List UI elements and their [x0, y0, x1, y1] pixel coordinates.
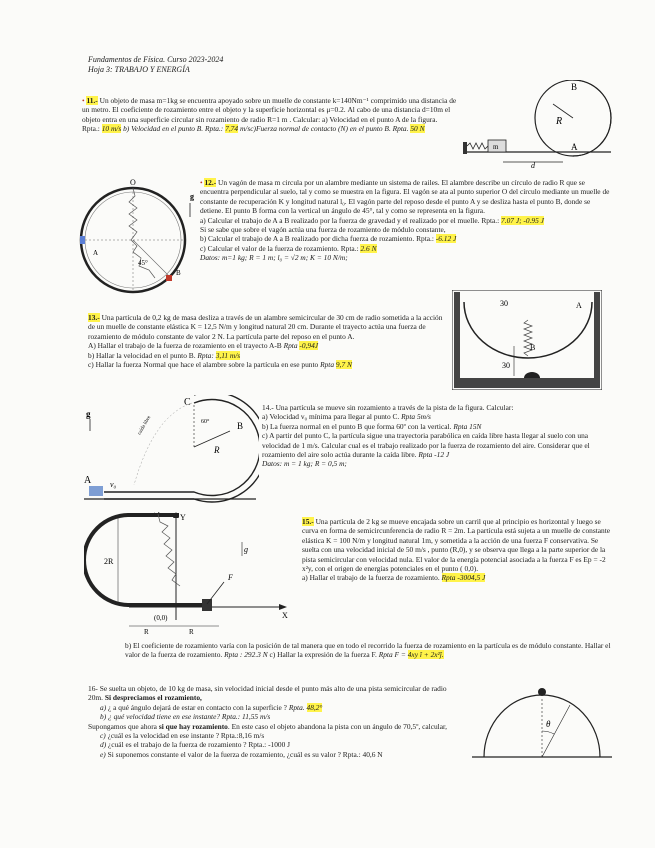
label-2R: 2R [104, 557, 114, 566]
label-O: O [130, 178, 136, 187]
label-R: R [556, 116, 563, 127]
question-b: b) Hallar la velocidad en el punto B. [88, 350, 196, 360]
problem-text: Una partícula de 0,2 kg de masa desliza a través de un alambre semicircular de 30 cm de radio sometida a la acción de un muelle de constante elástica K = 12,5 N/m y longitud natural 20 cm. Durante el trayecto actúa una fuerza de rozamiento de módulo constante de valor 2 N. La partícula parte del reposo en el punto A. [88, 313, 443, 341]
figure-11 [463, 80, 613, 170]
figure-16 [470, 683, 615, 763]
figure-15 [84, 512, 299, 638]
label-R: R [214, 445, 220, 455]
figure-14 [84, 395, 259, 507]
question-a: a) Hallar el trabajo de la fuerza de rozamiento. [302, 573, 440, 583]
problem-text: Una partícula de 2 kg se mueve encajada sobre un carril que al principio es horizontal y luego se curva en forma de semicircunferencia de radio R = 2m. La partícula está sujeta a un muelle de constante elástica K = 100 N/m y longitud natural 1m, y sometida a la acción de una fuerza F conservativa. Se suelta con una velocidad inicial de 50 m/s , punto (R,0), y se observa que llega a la parte superior de la pista semicircular con velocidad nula. El valor de la energía potencial asociada a la fuerza F es Ep = -2 x²y, con el origen de energías potenciales en el punto ( 0,0). [302, 517, 611, 574]
answer-b: -6.12 J [435, 234, 457, 244]
label-angle: 45° [138, 259, 148, 267]
problem-13: 13.- Una partícula de 0,2 kg de masa desliza a través de un alambre semicircular de 30 cm de radio sometida a la acción de un muelle de constante elástica K = 12,5 N/m y longitud natural 20 cm. Durante el trayecto actúa una fuerza de rozamiento de módulo constante de valor 2 N. La partícula parte del reposo en el punto A. A) Hallar el trabajo de la fuerza de rozamiento en el trayecto A-B Rpta -0,94J b) Hallar la velocidad en el punto B. Rpta: 3,11 m/s c) Hallar la fuerza Normal que hace el alambre sobre la partícula en ese punto Rpta 9,7 N [88, 313, 443, 370]
label-B: B [571, 82, 578, 92]
question-c: ¿cuál es la velocidad en ese instante ? Rpta.:8,16 m/s [107, 731, 265, 741]
bold-note-2: si que hay rozamiento [158, 721, 228, 731]
answer-b: 3,11 m/s [215, 350, 241, 360]
label-m: m [493, 143, 499, 151]
problem-text: Un vagón de masa m circula por un alambre mediante un sistema de railes. El alambre describe un círculo de radio R que se encuentra perpendicular al suelo, tal y como se muestra en la figura. El vagón se ata al punto superior O del círculo mediante un muelle de constante de recuperación K y longitud natural l₀. El vagón parte del reposo desde el punto A y se desliza hasta el punto B, donde se detiene. El punto B forma con la vertical un ángulo de 45°, tal y como se representa en la figura. [200, 178, 610, 216]
label-r: 30 [500, 299, 508, 308]
question-a: a) Velocidad v₀ mínima para llegar al punto C. [262, 412, 400, 422]
label-A: A [571, 142, 578, 152]
label-g: g [190, 192, 194, 201]
problem-number: 16- [88, 684, 98, 693]
label-A: A [93, 249, 99, 257]
answer-c: 4xy î + 2x²ĵ. [407, 650, 444, 660]
problem-number: 14.- [262, 403, 274, 412]
problem-15-cont: b) El coeficiente de rozamiento varía con la posición de tal manera que en todo el recorrido la fuerza de rozamiento en la partícula es de módulo constante. Hallar el valor de la fuerza de rozamiento. Rpta : 292.3 N c) Hallar la expresión de la fuerza F. Rpta F = 4xy î + 2x²ĵ. [125, 641, 611, 660]
answer-a: 10 m/s [101, 124, 122, 134]
label-B: B [176, 269, 181, 277]
question-a: a) Calcular el trabajo de A a B realizado por la fuerza de gravedad y el realizado por el muelle. Rpta.: [200, 215, 500, 225]
question-c: c) Hallar la expresión de la fuerza F. [269, 650, 377, 660]
header-sheet: Hoja 3: TRABAJO Y ENERGÍA [88, 65, 190, 74]
problem-number: 12.- [204, 178, 217, 187]
statement: Si se sabe que sobre el vagón actúa una fuerza de rozamiento de módulo constante, [200, 225, 446, 235]
label-X: X [282, 611, 288, 620]
question-a: ¿ a qué ángulo dejará de estar en contacto con la superficie ? [108, 702, 287, 712]
problem-number: 11.- [86, 96, 98, 105]
question-b: ¿ qué velocidad tiene en ese instante? Rpta.: 11,55 m/s [108, 712, 271, 722]
question-b: b) Velocidad en el punto B. Rpta.: [123, 124, 224, 134]
label-angle: 60° [201, 419, 210, 425]
question-c: c) Calcular el valor de la fuerza de rozamiento. Rpta.: [200, 243, 359, 253]
data-line: Datos: m=1 kg; R = 1 m; l₀ = √2 m; K = 10 N/m; [200, 253, 348, 263]
answer-b: Rpta : 292.3 N [224, 650, 268, 660]
answer-a: Rpta 5m/s [401, 412, 431, 422]
answer-a: 48,2° [306, 702, 323, 712]
problem-number: 13.- [88, 313, 100, 322]
problem-text: Se suelta un objeto, de 10 kg de masa, sin velocidad inicial desde el punto más alto de una pista semicircular de radio 20m. [88, 684, 447, 703]
label-R2: R [189, 628, 194, 636]
question-c: c) A partir del punto C, la partícula sigue una trayectoria parabólica en caída libre hasta llegar al suelo con una velocidad de 1 m/s. Calcular cual es el trabajo realizado por la fuerza de rozamiento del aire. Considerar que el rozamiento del aire solo actúa durante la caída libre. [262, 431, 590, 460]
label-g: g [244, 545, 248, 554]
header-course: Fundamentos de Física. Curso 2023-2024 [88, 55, 224, 64]
question-c: m/sc)Fuerza normal de contacto (N) en el punto B. Rpta. [239, 124, 409, 134]
label-v0: v₀ [110, 480, 117, 489]
label-Y: Y [180, 513, 186, 522]
label-g: g [86, 409, 91, 419]
problem-text: Un objeto de masa m=1kg se encuentra apoyado sobre un muelle de constante k=140Nm⁻¹ comprimido una distancia de un metro. El coeficiente de rozamiento entre el objeto y la superficie horizontal es μ=0.2. Al cabo de una distancia d=10m el objeto entra en una superficie circular sin rozamiento de radio R=1 m . Calcular: a) Velocidad en el punto A de la figura. Rpta.: [82, 96, 457, 134]
label-F: F [228, 573, 233, 582]
question-a: A) Hallar el trabajo de la fuerza de rozamiento en el trayecto A-B [88, 341, 282, 351]
label-A: A [84, 475, 92, 486]
figure-13 [452, 290, 602, 390]
label-B: B [530, 343, 536, 352]
label-caida: caída libre [137, 415, 153, 436]
answer-c: 2.6 N [360, 243, 377, 253]
question-b: b) La fuerza normal en el punto B que forma 60º con la vertical. [262, 421, 452, 431]
answer-a: 7.07 J; -0.95 J [501, 215, 544, 225]
answer-a: -0,94J [299, 341, 319, 351]
problem-12: • 12.- Un vagón de masa m circula por un alambre mediante un sistema de railes. El alambre describe un círculo de radio R que se encuentra perpendicular al suelo, tal y como se muestra en la figura. El vagón se ata al punto superior O del círculo mediante un muelle de constante de recuperación K y longitud natural l₀. El vagón parte del reposo desde el punto A y se desliza hasta el punto B, donde se detiene. El punto B forma con la vertical un ángulo de 45°, tal y como se representa en la figura. a) Calcular el trabajo de A a B realizado por la fuerza de gravedad y el realizado por el muelle. Rpta.: 7.07 J; -0.95 J Si se sabe que sobre el vagón actúa una fuerza de rozamiento de módulo constante, b) Calcular el trabajo de A a B realizado por dicha fuerza de rozamiento. Rpta.: -6.12 J c) Calcular el valor de la fuerza de rozamiento. Rpta.: 2.6 N Datos: m=1 kg; R = 1 m; l₀ = √2 m; K = 10 N/m; [200, 178, 615, 263]
answer-c: Rpta -12 J [418, 450, 450, 460]
question-c: c) Hallar la fuerza Normal que hace el alambre sobre la partícula en ese punto [88, 360, 319, 370]
label-origin: (0,0) [154, 614, 168, 622]
data-line: Datos: m = 1 kg; R = 0,5 m; [262, 459, 347, 469]
answer-c: 9,7 N [335, 360, 352, 370]
answer-c: 50 N [410, 124, 425, 134]
header [88, 55, 223, 75]
answer-b: Rpta 15N [453, 421, 482, 431]
label-B: B [237, 421, 244, 431]
bold-note: Si despreciamos el rozamiento, [104, 693, 202, 703]
question-d: ¿cuál es el trabajo de la fuerza de rozamiento ? Rpta.: -1000 J [108, 740, 291, 750]
label-C: C [184, 397, 191, 408]
label-h: 30 [502, 361, 510, 370]
question-b: b) El coeficiente de rozamiento varía con la posición de tal manera que en todo el recorrido la fuerza de rozamiento en la partícula es de módulo constante. Hallar el valor de la fuerza de rozamiento. [125, 641, 611, 660]
figure-12 [78, 175, 198, 305]
problem-14 [262, 403, 617, 469]
label-d: d [531, 161, 535, 170]
question-e: Si suponemos constante el valor de la fuerza de rozamiento, ¿cuál es su valor ? Rpta.: 40,6 N [107, 749, 383, 759]
label-A: A [576, 301, 582, 310]
problem-text: Una partícula se mueve sin rozamiento a través de la pista de la figura. Calcular: [275, 403, 514, 412]
problem-number: 15.- [302, 517, 314, 526]
question-b: b) Calcular el trabajo de A a B realizado por dicha fuerza de rozamiento. Rpta.: [200, 234, 434, 244]
problem-16: 16- Se suelta un objeto, de 10 kg de masa, sin velocidad inicial desde el punto más alto de una pista semicircular de radio 20m. Si despreciamos el rozamiento, a) ¿ a qué ángulo dejará de estar en contacto con la superficie ? Rpta. 48,2° b) ¿ qué velocidad tiene en ese instante? Rpta.: 11,55 m/s Supongamos que ahora si que hay rozamiento. En este caso el objeto abandona la pista con un ángulo de 70,5º, calcular, c) ¿cuál es la velocidad en ese instante ? Rpta.:8,16 m/s d) ¿cuál es el trabajo de la fuerza de rozamiento ? Rpta.: -1000 J e) Si suponemos constante el valor de la fuerza de rozamiento, ¿cuál es su valor ? Rpta.: 40,6 N [88, 684, 448, 759]
answer-a: Rpta -3004,5 J [441, 573, 486, 583]
problem-11: • 11.- Un objeto de masa m=1kg se encuentra apoyado sobre un muelle de constante k=140Nm⁻¹ comprimido una distancia de un metro. El coeficiente de rozamiento entre el objeto y la superficie horizontal es μ=0.2. Al cabo de una distancia d=10m el objeto entra en una superficie circular sin rozamiento de radio R=1 m . Calcular: a) Velocidad en el punto A de la figura. Rpta.: 10 m/s b) Velocidad en el punto B. Rpta.: 7,74 m/sc)Fuerza normal de contacto (N) en el punto B. Rpta. 50 N [82, 96, 457, 134]
label-theta: θ [546, 719, 551, 729]
label-R1: R [144, 628, 149, 636]
answer-b: 7,74 [225, 124, 239, 134]
problem-15 [302, 517, 617, 583]
